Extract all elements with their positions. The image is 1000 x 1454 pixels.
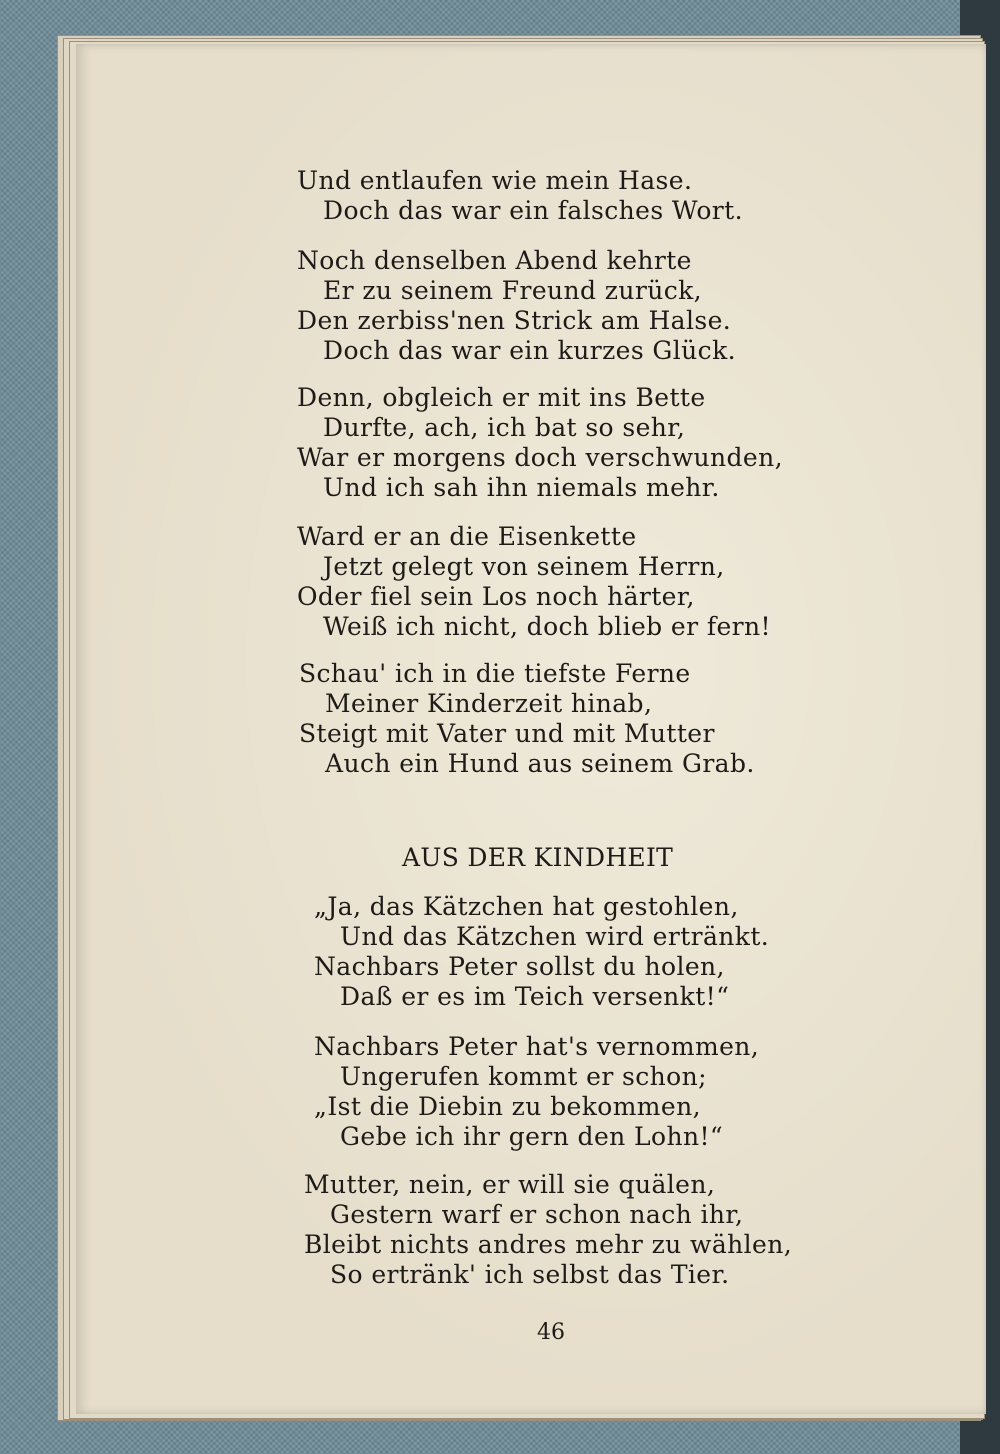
verse-line: Nachbars Peter sollst du holen,: [314, 952, 725, 981]
verse-line: Denn, obgleich er mit ins Bette: [297, 383, 706, 412]
verse-line: Mutter, nein, er will sie quälen,: [304, 1170, 716, 1199]
stanza: [314, 1032, 759, 1152]
verse-line: Schau' ich in die tiefste Ferne: [299, 659, 691, 688]
verse-line: Auch ein Hund aus seinem Grab.: [325, 749, 755, 778]
verse-line: Oder fiel sein Los noch härter,: [297, 582, 695, 611]
verse-line: Doch das war ein falsches Wort.: [323, 196, 743, 225]
verse-line: Jetzt gelegt von seinem Herrn,: [323, 552, 725, 581]
stanza: [304, 1170, 792, 1290]
stanza: [314, 892, 769, 1012]
stanza: [297, 383, 783, 503]
verse-line: Gestern warf er schon nach ihr,: [330, 1200, 744, 1229]
verse-line: War er morgens doch verschwunden,: [297, 443, 783, 472]
verse-line: Und ich sah ihn niemals mehr.: [323, 473, 720, 502]
verse-line: Und entlaufen wie mein Hase.: [297, 166, 693, 195]
stanza: [299, 659, 755, 779]
page-number: 46: [537, 1320, 565, 1345]
verse-line: Steigt mit Vater und mit Mutter: [299, 719, 715, 748]
verse-line: Weiß ich nicht, doch blieb er fern!: [323, 612, 771, 641]
verse-line: Ungerufen kommt er schon;: [340, 1062, 707, 1091]
poem-title: AUS DER KINDHEIT: [402, 843, 674, 872]
verse-line: Nachbars Peter hat's vernommen,: [314, 1032, 760, 1061]
verse-line: Er zu seinem Freund zurück,: [323, 276, 703, 305]
verse-line: Meiner Kinderzeit hinab,: [325, 689, 653, 718]
verse-line: „Ist die Diebin zu bekommen,: [314, 1092, 701, 1121]
verse-line: Den zerbiss'nen Strick am Halse.: [297, 306, 732, 335]
verse-line: Noch denselben Abend kehrte: [297, 246, 692, 275]
verse-line: Daß er es im Teich versenkt!“: [340, 982, 730, 1011]
stanza: [297, 166, 743, 226]
verse-line: Bleibt nichts andres mehr zu wählen,: [304, 1230, 793, 1259]
verse-line: Gebe ich ihr gern den Lohn!“: [340, 1122, 724, 1151]
verse-line: Durfte, ach, ich bat so sehr,: [323, 413, 686, 442]
stanza: [297, 522, 771, 642]
stanza: [297, 246, 736, 366]
verse-line: Doch das war ein kurzes Glück.: [323, 336, 736, 365]
verse-line: Ward er an die Eisenkette: [297, 522, 637, 551]
verse-line: „Ja, das Kätzchen hat gestohlen,: [314, 892, 739, 921]
verse-line: So ertränk' ich selbst das Tier.: [330, 1260, 730, 1289]
verse-line: Und das Kätzchen wird ertränkt.: [340, 922, 770, 951]
